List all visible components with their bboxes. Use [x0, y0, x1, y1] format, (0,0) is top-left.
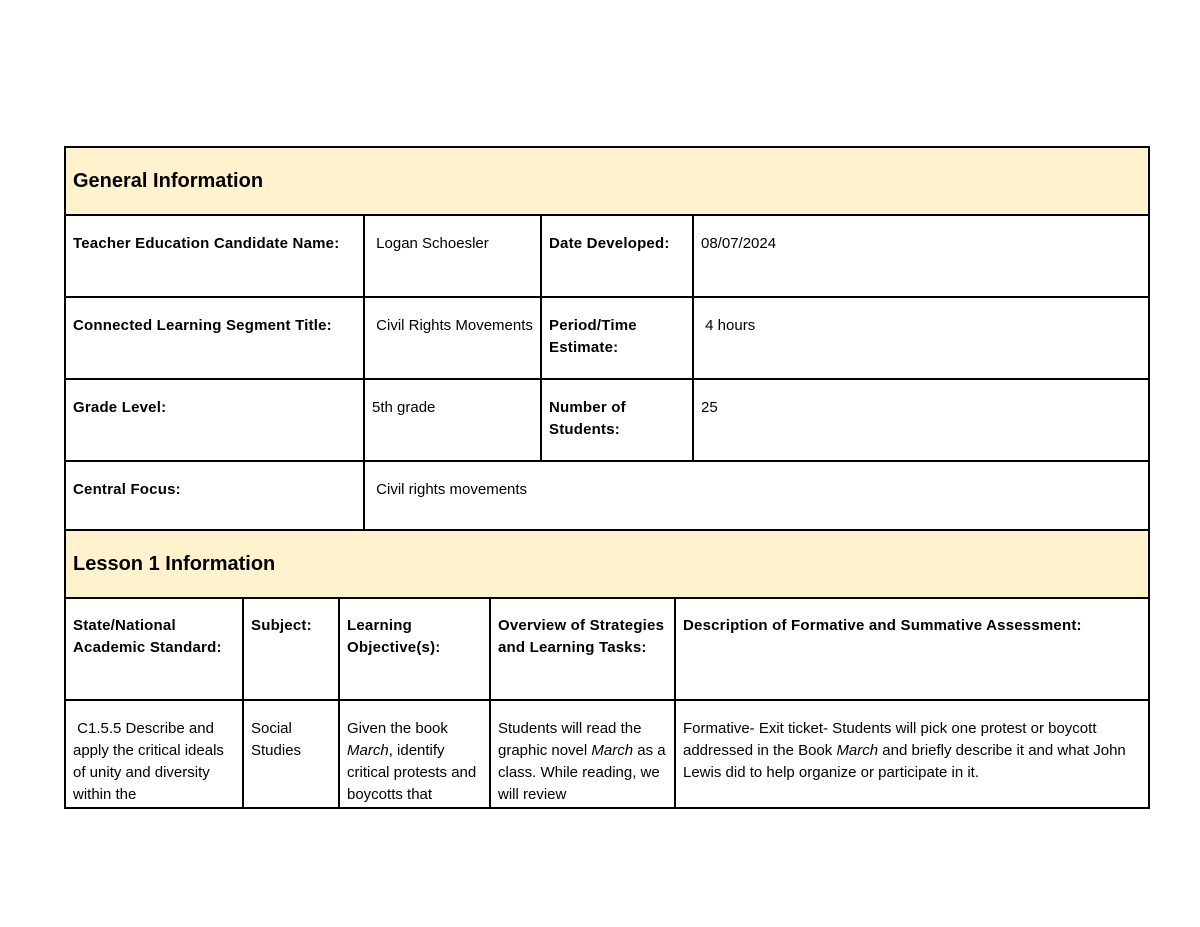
- assessment-text-post: and briefly describe it and what John Lewis did to help organize or participate in it.: [683, 742, 1130, 781]
- students-value: 25: [701, 399, 718, 416]
- assessment-header-cell: [675, 598, 1149, 700]
- focus-value: Civil rights movements: [372, 481, 528, 498]
- overview-cell: [490, 700, 675, 808]
- objectives-header-cell: [339, 598, 490, 700]
- students-label: Number of Students:: [549, 399, 626, 438]
- focus-value-cell: [364, 461, 1149, 530]
- period-value-cell: [693, 297, 1149, 379]
- lesson1-header-row: [65, 530, 1149, 598]
- assessment-cell: [675, 700, 1149, 808]
- standard-text: C1.5.5 Describe and apply the critical ideals of unity and diversity within the: [73, 720, 229, 803]
- focus-label: Central Focus:: [73, 481, 181, 498]
- assessment-header: Description of Formative and Summative Assessment:: [683, 617, 1082, 634]
- lesson1-header: [65, 530, 1149, 598]
- standard-header-cell: [65, 598, 243, 700]
- general-information-header-row: [65, 147, 1149, 215]
- grade-value: 5th grade: [372, 399, 436, 416]
- lesson1-column-headers: [65, 598, 1149, 700]
- date-label: Date Developed:: [549, 235, 670, 252]
- assessment-book-title: March: [836, 742, 879, 759]
- segment-row: [65, 297, 1149, 379]
- grade-row: [65, 379, 1149, 461]
- focus-label-cell: [65, 461, 364, 530]
- candidate-label-cell: [65, 215, 364, 297]
- objectives-text-pre: Given the book: [347, 720, 453, 737]
- objectives-header: Learning Objective(s):: [347, 617, 441, 656]
- segment-label-cell: [65, 297, 364, 379]
- candidate-value-cell: [364, 215, 541, 297]
- candidate-row: [65, 215, 1149, 297]
- grade-label: Grade Level:: [73, 399, 167, 416]
- subject-header: Subject:: [251, 617, 312, 634]
- objectives-text: [340, 701, 489, 806]
- lesson1-content-row: [65, 700, 1149, 808]
- objectives-text-post: , identify critical protests and boycotts that: [347, 742, 481, 803]
- general-information-header: [65, 147, 1149, 215]
- overview-text-post: as a class. While reading, we will review: [498, 742, 670, 803]
- objectives-cell: [339, 700, 490, 808]
- lesson-plan-table: [64, 146, 1150, 216]
- general-information-title: General Information: [73, 170, 264, 192]
- lesson1-title: Lesson 1 Information: [73, 553, 276, 575]
- assessment-text: [676, 701, 1148, 784]
- segment-value: Civil Rights Movements: [372, 317, 533, 334]
- students-value-cell: [693, 379, 1149, 461]
- period-label: Period/Time Estimate:: [549, 317, 637, 356]
- general-info-table: [64, 214, 1150, 531]
- candidate-label: Teacher Education Candidate Name:: [73, 235, 340, 252]
- segment-value-cell: [364, 297, 541, 379]
- subject-header-cell: [243, 598, 339, 700]
- grade-label-cell: [65, 379, 364, 461]
- overview-header: Overview of Strategies and Learning Tasks:: [498, 617, 665, 656]
- period-value: 4 hours: [701, 317, 756, 334]
- candidate-value: Logan Schoesler: [372, 235, 489, 252]
- date-label-cell: [541, 215, 693, 297]
- grade-value-cell: [364, 379, 541, 461]
- standard-cell: [65, 700, 243, 808]
- date-value-cell: [693, 215, 1149, 297]
- lesson1-table: [64, 529, 1150, 809]
- overview-text-pre: Students will read the graphic novel: [498, 720, 646, 759]
- standard-header: State/National Academic Standard:: [73, 617, 222, 656]
- segment-label: Connected Learning Segment Title:: [73, 317, 332, 334]
- subject-text: Social Studies: [251, 720, 302, 759]
- focus-row: [65, 461, 1149, 530]
- overview-book-title: March: [591, 742, 634, 759]
- date-value: 08/07/2024: [701, 235, 777, 252]
- subject-cell: [243, 700, 339, 808]
- overview-header-cell: [490, 598, 675, 700]
- students-label-cell: [541, 379, 693, 461]
- assessment-text-pre: Formative- Exit ticket- Students will pick one protest or boycott addressed in the Book: [683, 720, 1101, 759]
- objectives-book-title: March: [347, 742, 389, 759]
- period-label-cell: [541, 297, 693, 379]
- lesson-plan-document: [64, 146, 1148, 809]
- overview-text: [491, 701, 674, 806]
